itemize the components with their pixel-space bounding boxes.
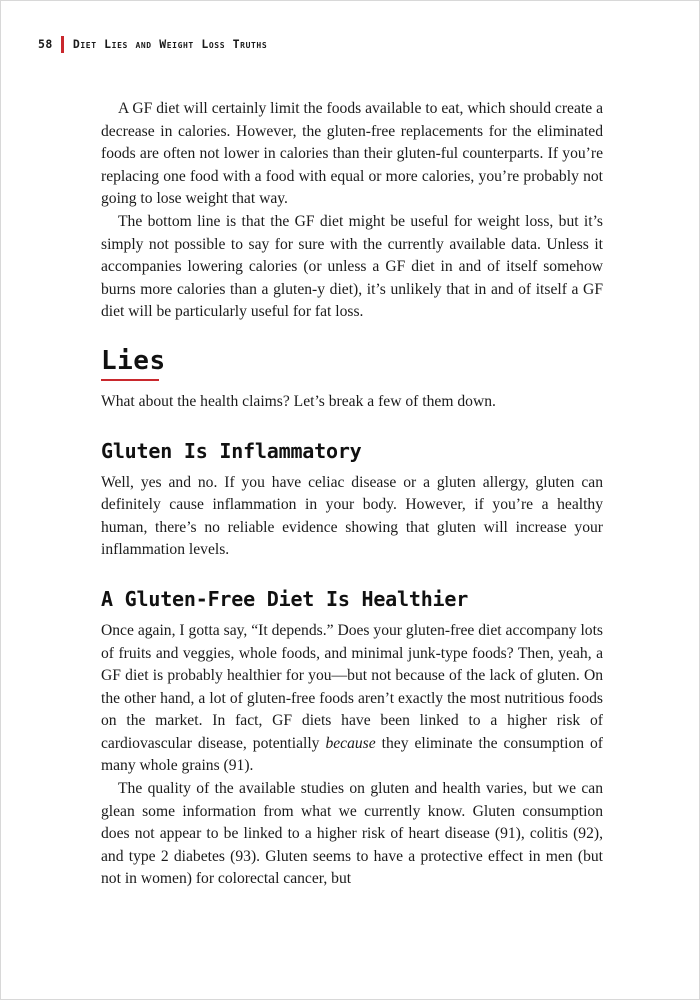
lies-section-heading [101, 346, 603, 381]
section-title-lies: Lies [101, 345, 166, 376]
subheading-gf-diet-healthier: A Gluten-Free Diet Is Healthier [101, 586, 469, 611]
inflammatory-paragraph: Well, yes and no. If you have celiac disease or a gluten allergy, gluten can definitely cause inflammation in your body. However, if you’re a healthy human, there’s no reliable evidence showing that gluten will increase your inflammation levels. [101, 473, 603, 559]
healthier-text-before: Once again, I gotta say, “It depends.” Does your gluten-free diet accompany lots of fruits and veggies, whole foods, and minimal junk-type foods? Then, yeah, a GF diet is probably healthier for you—but not because of the lack of gluten. On the other hand, a lot of gluten-free foods aren’t exactly the most nutritious foods on the market. In fact, GF diets have been linked to a higher risk of cardiovascular disease, potentially [101, 621, 603, 752]
header-divider [61, 36, 64, 53]
running-head [38, 35, 267, 53]
healthier-paragraph-2: The quality of the available studies on gluten and health varies, but we can glean some information from what we currently know. Gluten consumption does not appear to be linked to a higher risk of heart disease (91), colitis (92), and type 2 diabetes (93). Gluten seems to have a protective effect in men (but not in women) for colorectal cancer, but [101, 780, 603, 888]
healthier-text-after: they eliminate the consumption of many whole grains (91). [101, 734, 604, 775]
emphasis-because: because [325, 734, 376, 752]
subheading-gluten-inflammatory: Gluten Is Inflammatory [101, 438, 362, 463]
section-heading-underline [101, 379, 159, 381]
page-body [101, 98, 603, 891]
healthier-paragraph-1 [101, 620, 603, 778]
running-head-title: Diet Lies and Weight Loss Truths [72, 37, 268, 51]
intro-paragraph-1: A GF diet will certainly limit the foods available to eat, which should create a decrease in calories. However, the gluten-free replacements for the eliminated foods are often not lower in calories than their gluten-ful counterparts. If you’re replacing one food with a food with equal or more calories, you’re probably not going to lose weight that way. [101, 100, 603, 208]
page-number: 58 [38, 37, 53, 51]
lies-intro-paragraph: What about the health claims? Let’s break a few of them down. [101, 392, 496, 410]
intro-paragraph-2: The bottom line is that the GF diet might be useful for weight loss, but it’s simply not possible to say for sure with the currently available data. Unless it accompanies lowering calories (or unless a GF diet in and of itself somehow burns more calories than a gluten-y diet), it’s unlikely that in and of itself a GF diet will be particularly useful for fat loss. [101, 212, 603, 321]
